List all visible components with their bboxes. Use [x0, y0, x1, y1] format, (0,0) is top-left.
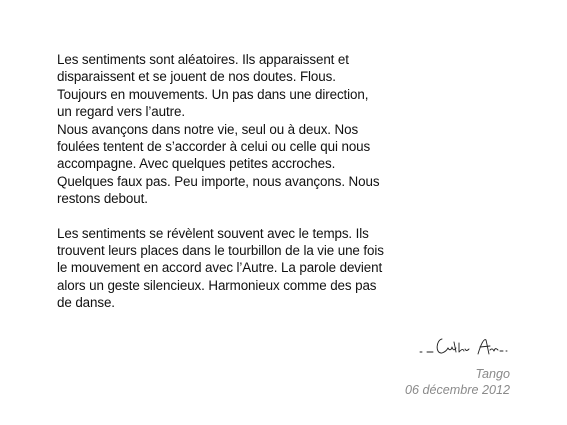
caption: [405, 366, 510, 398]
text-line: restons debout.: [57, 191, 148, 207]
caption-date: 06 décembre 2012: [404, 383, 510, 397]
text-line: de danse.: [57, 295, 115, 311]
paragraph-2: [57, 225, 400, 312]
text-line: accompagne. Avec quelques petites accroches.: [57, 156, 336, 172]
handwritten-signature: [418, 330, 518, 364]
caption-title: Tango: [475, 367, 510, 381]
text-line: le mouvement en accord avec l’Autre. La parole devient: [57, 260, 383, 276]
text-line: trouvent leurs places dans le tourbillon de la vie une fois: [57, 243, 384, 259]
text-line: un regard vers l’autre.: [57, 104, 185, 120]
text-line: Toujours en mouvements. Un pas dans une direction,: [57, 86, 369, 102]
paragraph-spacer: [57, 208, 400, 225]
text-line: Nous avançons dans notre vie, seul ou à deux. Nos: [57, 121, 359, 137]
paragraph-1: [57, 51, 400, 208]
text-line: Les sentiments sont aléatoires. Ils apparaissent et: [57, 52, 349, 67]
text-line: Quelques faux pas. Peu importe, nous avançons. Nous: [57, 173, 380, 189]
text-line: disparaissent et se jouent de nos doutes. Flous.: [57, 69, 336, 85]
text-line: foulées tentent de s’accorder à celui ou celle qui nous: [57, 139, 371, 155]
poem-text: [57, 51, 400, 312]
text-line: alors un geste silencieux. Harmonieux comme des pas: [57, 277, 377, 293]
text-line: Les sentiments se révèlent souvent avec le temps. Ils: [57, 225, 369, 241]
